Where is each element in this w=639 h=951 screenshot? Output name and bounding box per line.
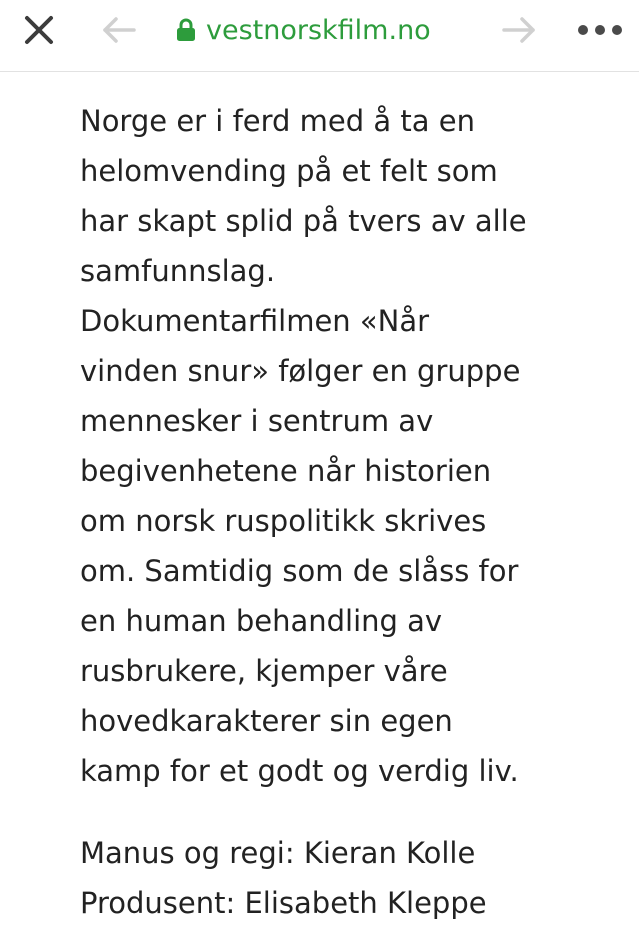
paragraph-line: en human behandling av bbox=[80, 604, 443, 638]
close-button[interactable] bbox=[19, 10, 59, 50]
paragraph-line: helomvending på et felt som bbox=[80, 154, 498, 188]
lock-icon bbox=[176, 18, 196, 42]
paragraph-line: Norge er i ferd med å ta en bbox=[80, 104, 475, 138]
forward-button[interactable] bbox=[498, 10, 540, 50]
credits bbox=[80, 828, 580, 928]
more-options-button[interactable] bbox=[573, 10, 627, 50]
url-text: vestnorskfilm.no bbox=[206, 14, 431, 46]
arrow-left-icon bbox=[101, 17, 137, 43]
article-body bbox=[80, 96, 580, 928]
credit-director: Manus og regi: Kieran Kolle bbox=[80, 836, 476, 870]
arrow-right-icon bbox=[501, 17, 537, 43]
address-bar[interactable] bbox=[176, 12, 431, 48]
paragraph-line: kamp for et godt og verdig liv. bbox=[80, 754, 519, 788]
back-button[interactable] bbox=[98, 10, 140, 50]
close-icon bbox=[24, 15, 54, 45]
paragraph-line: om norsk ruspolitikk skrives bbox=[80, 504, 487, 538]
article-paragraph bbox=[80, 96, 580, 796]
browser-toolbar bbox=[0, 0, 639, 72]
paragraph-line: har skapt splid på tvers av alle bbox=[80, 204, 527, 238]
credit-producer: Produsent: Elisabeth Kleppe bbox=[80, 886, 487, 920]
paragraph-line: rusbrukere, kjemper våre bbox=[80, 654, 448, 688]
paragraph-line: hovedkarakterer sin egen bbox=[80, 704, 453, 738]
more-horizontal-icon bbox=[577, 24, 623, 36]
paragraph-line: mennesker i sentrum av bbox=[80, 404, 434, 438]
paragraph-line: om. Samtidig som de slåss for bbox=[80, 554, 519, 588]
paragraph-line: Dokumentarfilmen «Når bbox=[80, 304, 430, 338]
paragraph-line: samfunnslag. bbox=[80, 254, 276, 288]
paragraph-line: begivenhetene når historien bbox=[80, 454, 492, 488]
paragraph-line: vinden snur» følger en gruppe bbox=[80, 354, 521, 388]
